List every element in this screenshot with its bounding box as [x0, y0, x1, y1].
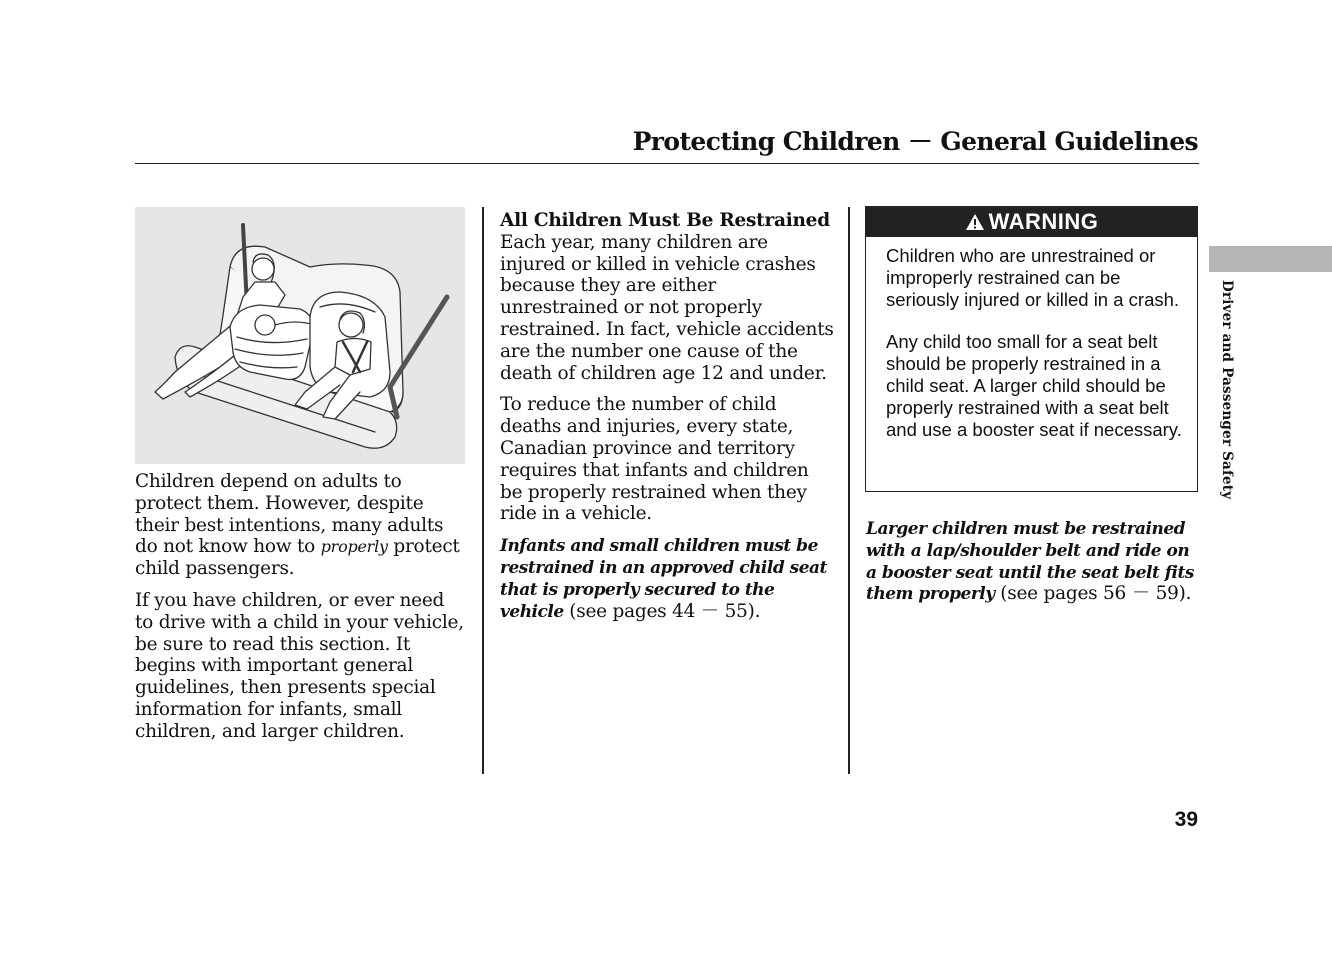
restrained-paragraph-2: To reduce the number of child deaths and injuries, every state, Canadian province and territory requires that infants and children be properly restrained when they ride in a vehicle.	[500, 394, 809, 525]
larger-children-rule-text: Larger children must be restrained with a lap/shoulder belt and ride on a booster seat until the seat belt fits them properly	[866, 519, 1194, 605]
column-divider-1	[482, 207, 484, 774]
warning-header	[866, 207, 1197, 237]
larger-children-page-reference: (see pages 56 － 59).	[994, 583, 1192, 605]
warning-box	[865, 206, 1198, 492]
section-tab	[1209, 246, 1332, 272]
column-divider-2	[848, 207, 850, 774]
warning-paragraph-2: Any child too small for a seat belt should be properly restrained in a child seat. A larger child should be properly restrained with a seat belt and use a booster seat if necessary.	[886, 331, 1182, 440]
intro-paragraph-2: If you have children, or ever need to drive with a child in your vehicle, be sure to read this section. It begins with important general guidelines, then presents special information for infants, small children, and larger children.	[135, 589, 464, 742]
warning-triangle-icon	[965, 213, 985, 231]
column-restrained	[500, 210, 836, 632]
warning-label: WARNING	[988, 209, 1099, 234]
intro-text-b: protect child passengers.	[135, 536, 460, 580]
larger-children-paragraph	[866, 518, 1202, 605]
title-divider	[135, 163, 1199, 164]
warning-paragraph-1: Children who are unrestrained or improperly restrained can be seriously injured or killed in a crash.	[886, 245, 1180, 310]
intro-paragraph-1	[135, 471, 467, 580]
restrained-paragraph-3	[500, 535, 836, 622]
page-title: Protecting Children － General Guidelines	[632, 127, 1198, 156]
infant-page-reference: (see pages 44 － 55).	[563, 600, 761, 622]
column-intro	[135, 471, 467, 753]
restrained-section	[500, 210, 836, 384]
section-heading: All Children Must Be Restrained	[500, 210, 830, 231]
column-larger-children	[866, 518, 1202, 615]
child-seat-illustration	[135, 207, 465, 464]
intro-emphasis: properly	[320, 537, 388, 557]
page-number: 39	[1174, 808, 1198, 831]
infant-rule-text: Infants and small children must be restrained in an approved child seat that is properly secured to the vehicle	[500, 536, 827, 622]
intro-text-a: Children depend on adults to protect them. However, despite their best intentions, many adults do not know how to	[135, 471, 444, 558]
warning-body	[866, 237, 1197, 440]
restrained-paragraph-1: Each year, many children are injured or killed in vehicle crashes because they are either unrestrained or not properly restrained. In fact, vehicle accidents are the number one cause of the death of children age 12 and under.	[500, 231, 834, 384]
section-tab-label: Driver and Passenger Safety	[1219, 280, 1235, 500]
